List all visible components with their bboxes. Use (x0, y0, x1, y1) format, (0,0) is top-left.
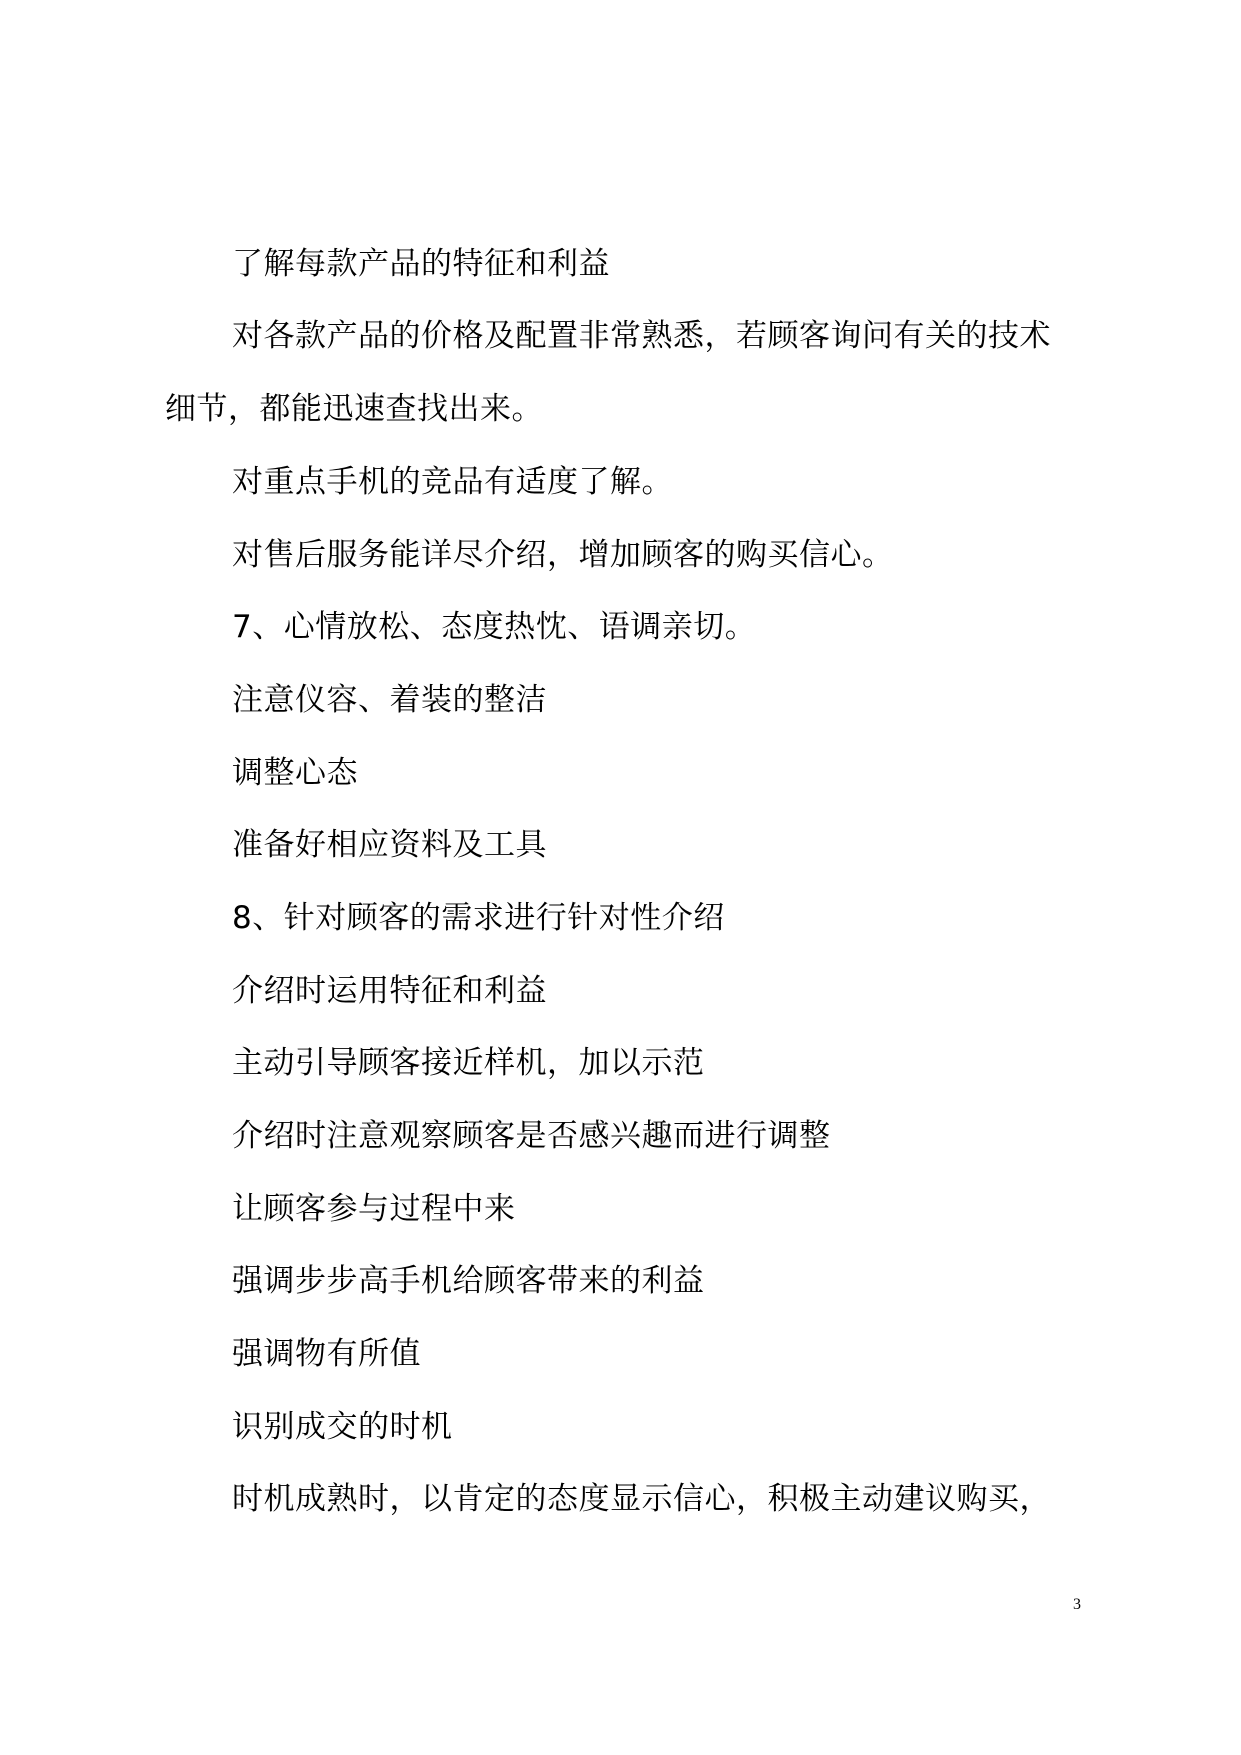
text-line: 时机成熟时，以肯定的态度显示信心，积极主动建议购买， (232, 1481, 1051, 1517)
text-line: 介绍时运用特征和利益 (232, 973, 547, 1009)
text-line: 了解每款产品的特征和利益 (232, 246, 610, 282)
text-line: 注意仪容、着装的整洁 (232, 682, 547, 718)
text-line: 7、心情放松、态度热忱、语调亲切。 (232, 609, 757, 645)
text-line: 让顾客参与过程中来 (232, 1191, 516, 1227)
text-line: 对各款产品的价格及配置非常熟悉，若顾客询问有关的技术 (232, 318, 1051, 354)
text-line: 主动引导顾客接近样机，加以示范 (232, 1045, 705, 1081)
text-line: 8、针对顾客的需求进行针对性介绍 (232, 900, 725, 936)
page-number: 3 (1073, 1596, 1081, 1613)
text-line: 对重点手机的竞品有适度了解。 (232, 464, 673, 500)
text-line: 强调物有所值 (232, 1336, 421, 1372)
text-line: 对售后服务能详尽介绍，增加顾客的购买信心。 (232, 537, 894, 573)
text-line: 强调步步高手机给顾客带来的利益 (232, 1263, 705, 1299)
text-line: 调整心态 (232, 755, 358, 791)
text-line: 细节，都能迅速查找出来。 (165, 391, 543, 427)
text-line: 识别成交的时机 (232, 1409, 453, 1445)
text-line: 介绍时注意观察顾客是否感兴趣而进行调整 (232, 1118, 831, 1154)
text-line: 准备好相应资料及工具 (232, 827, 547, 863)
